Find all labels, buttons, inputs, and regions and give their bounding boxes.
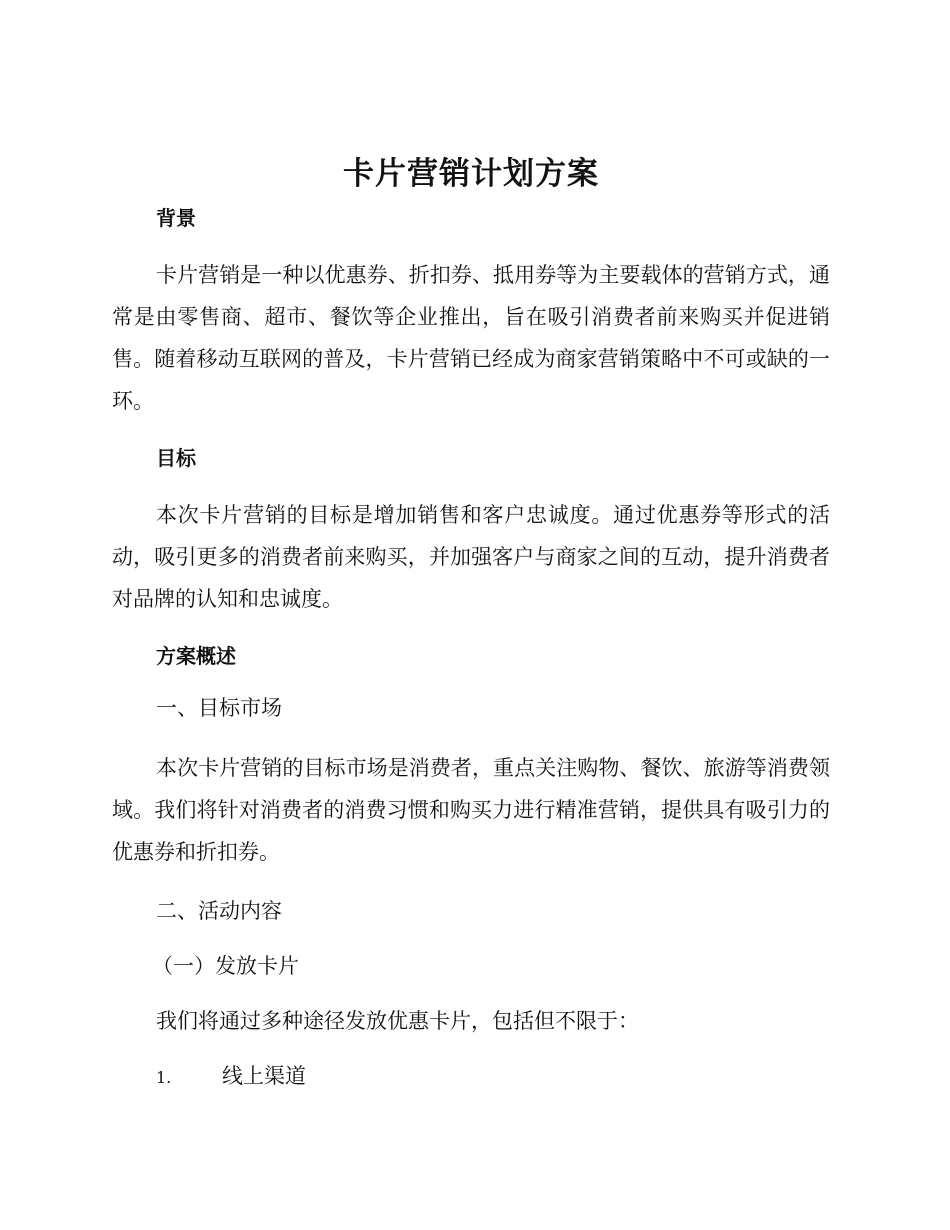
paragraph-target-market: 本次卡片营销的目标市场是消费者，重点关注购物、餐饮、旅游等消费领域。我们将针对消费者的消费习惯和购买力进行精准营销，提供具有吸引力的优惠券和折扣券。 — [112, 756, 830, 864]
paragraph-goal: 本次卡片营销的目标是增加销售和客户忠诚度。通过优惠券等形式的活动，吸引更多的消费者前来购买，并加强客户与商家之间的互动，提升消费者对品牌的认知和忠诚度。 — [112, 503, 830, 611]
paragraph-background: 卡片营销是一种以优惠券、折扣券、抵用券等为主要载体的营销方式，通常是由零售商、超市、餐饮等企业推出，旨在吸引消费者前来购买并促进销售。随着移动互联网的普及，卡片营销已经成为商家营销策略中不可或缺的一环。 — [112, 263, 830, 413]
section-heading-background: 背景 — [156, 206, 196, 230]
subsection-title-activity-content: 二、活动内容 — [156, 899, 282, 923]
subsection-title-target-market: 一、目标市场 — [156, 696, 282, 720]
list-item-text: 线上渠道 — [222, 1064, 306, 1088]
list-item — [112, 1060, 830, 1094]
section-heading-overview: 方案概述 — [156, 644, 236, 668]
document-body — [112, 148, 830, 1094]
list-item-number: 1. — [156, 1068, 172, 1087]
paragraph-issue-cards-intro: 我们将通过多种途径发放优惠卡片，包括但不限于： — [156, 1009, 639, 1033]
sub-subsection-title-issue-cards: （一）发放卡片 — [152, 954, 299, 978]
document-title: 卡片营销计划方案 — [343, 156, 599, 192]
section-heading-goal: 目标 — [156, 446, 196, 470]
